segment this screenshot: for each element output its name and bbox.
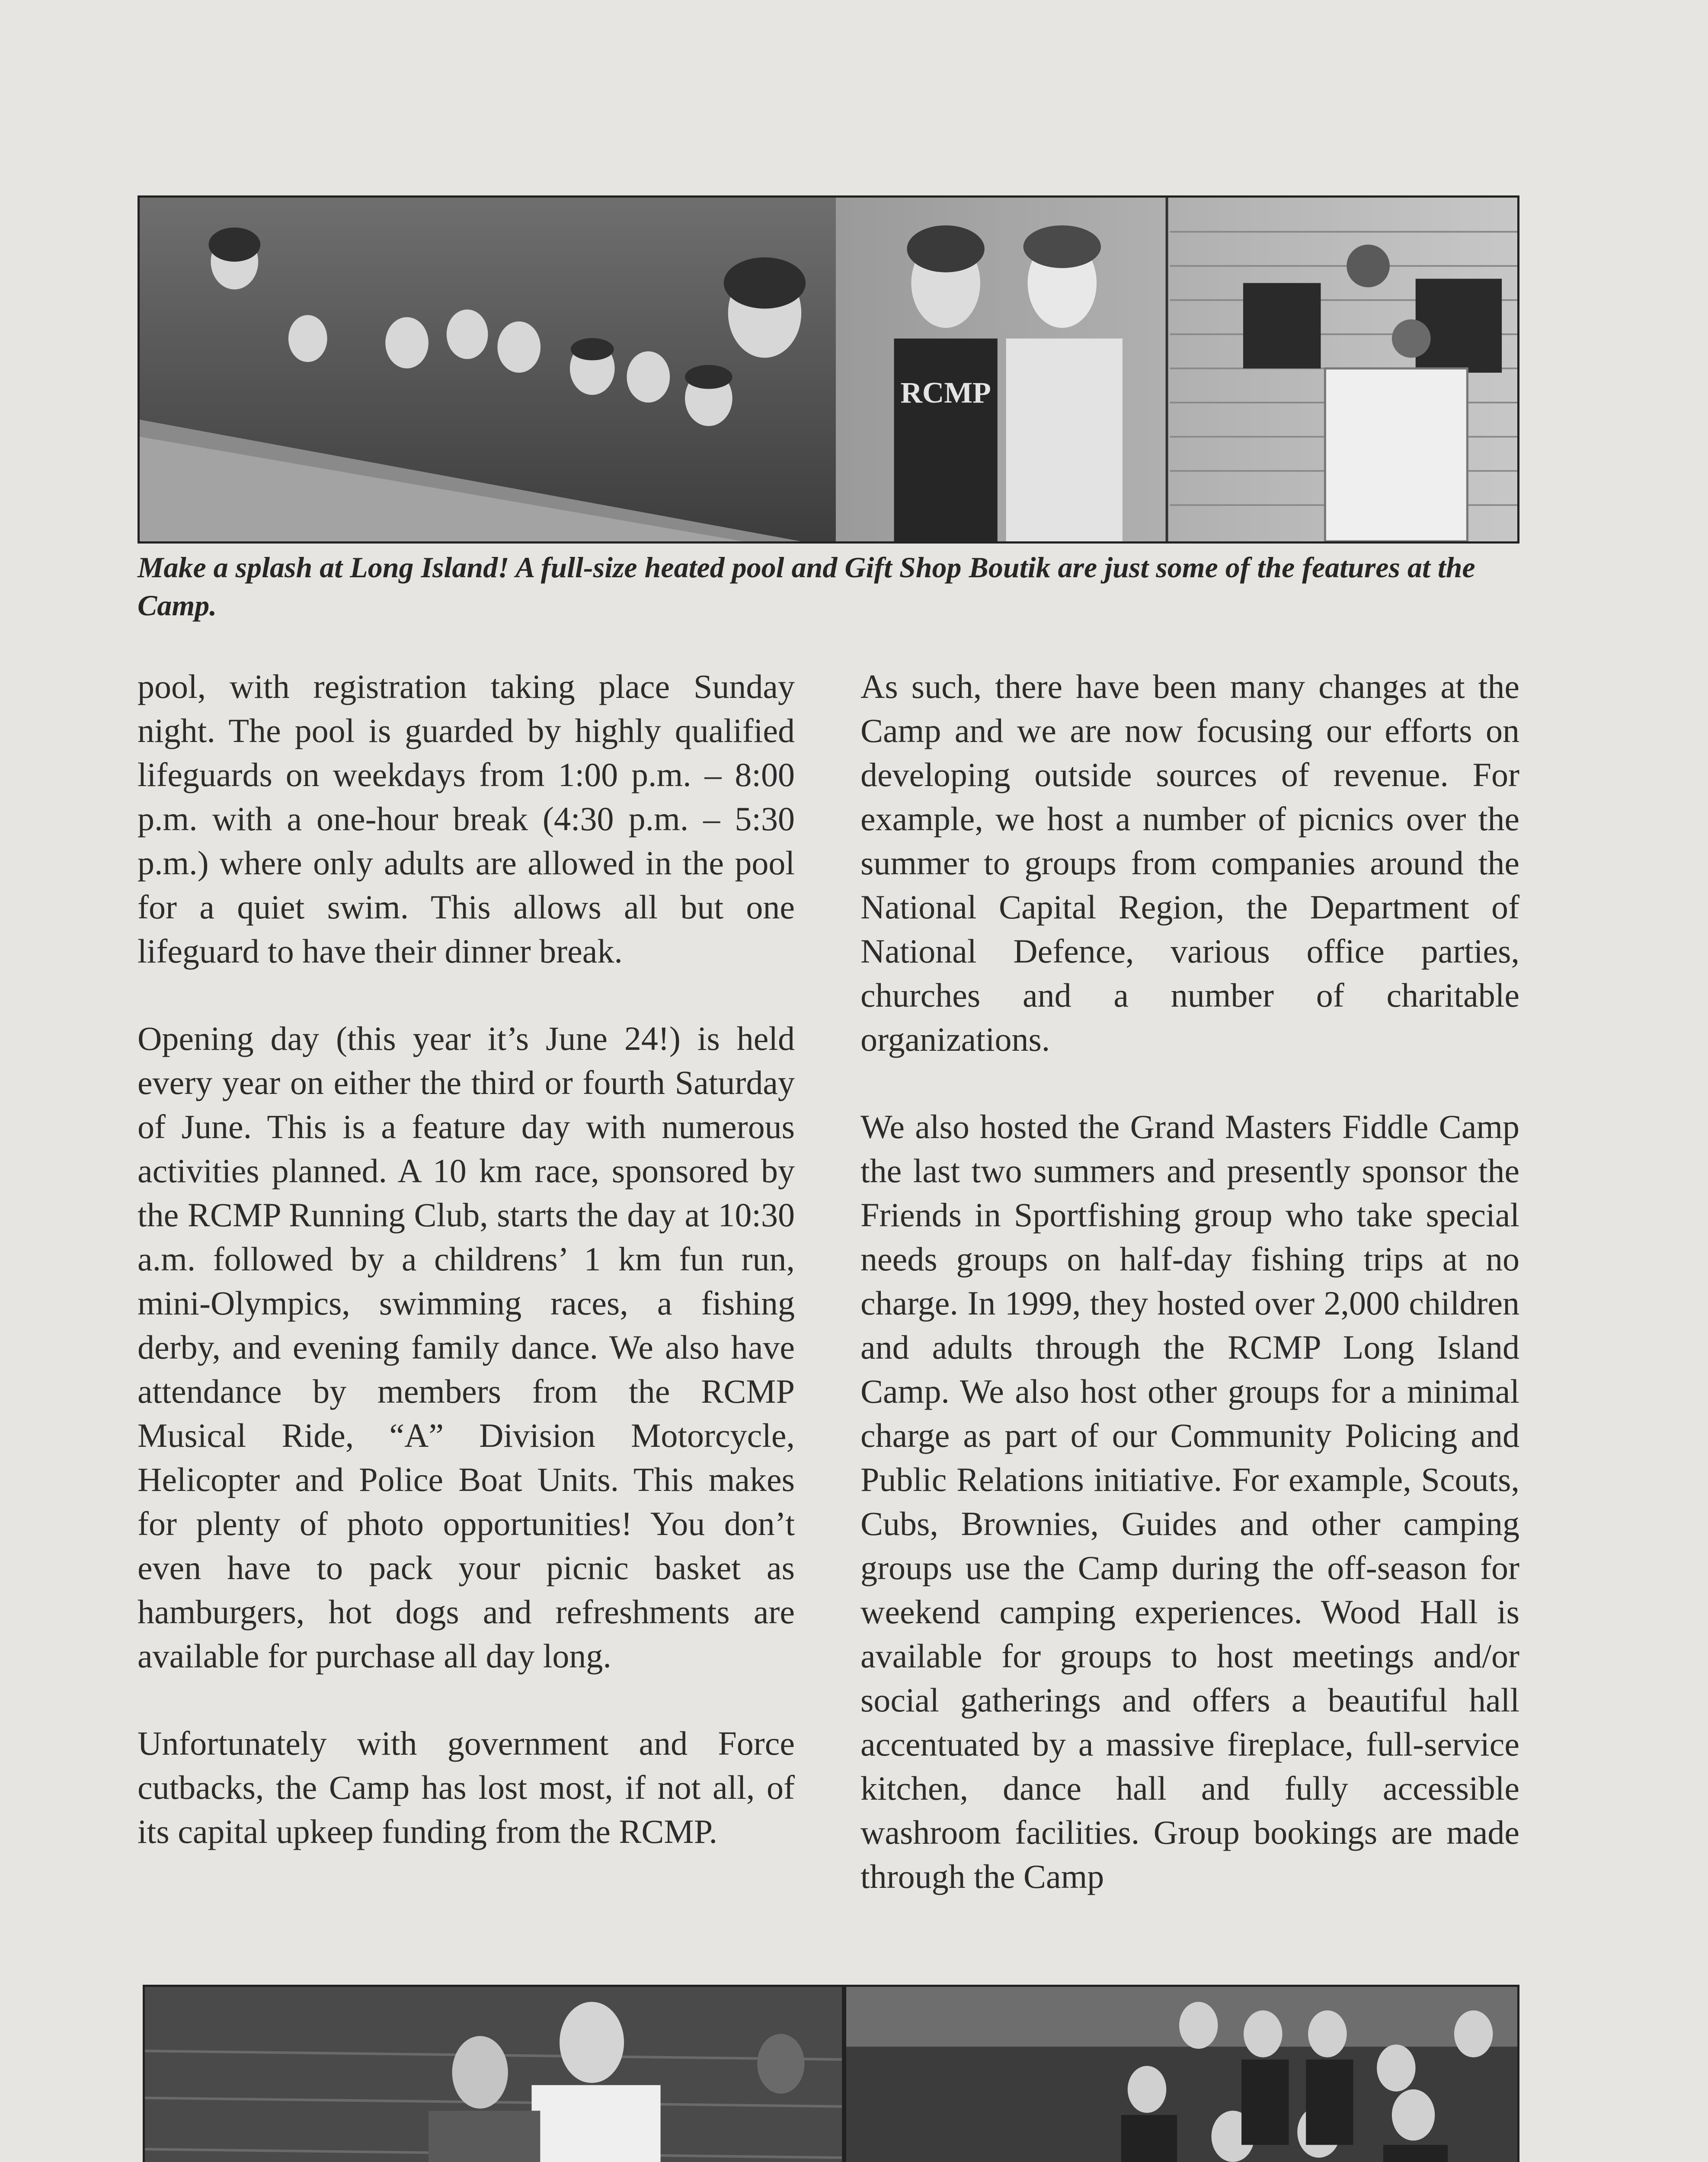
- paragraph: pool, with registration taking place Sunday night. The pool is guarded by highly qualified lifeguards on weekdays from 1:00 p.m. – 8:00 p.m. with a one-hour break (4:30 p.m. – 5:30 p.m.) where only adults are allowed in the pool for a quiet swim. This allows all but one lifeguard to have their dinner break.: [138, 668, 795, 970]
- paragraph: Opening day (this year it’s June 24!) is held every year on either the third or fourth Saturday of June. This is a feature day with numerous activities planned. A 10 km race, sponsored by the RCMP Running Club, starts the day at 10:30 a.m. followed by a childrens’ 1 km fun run, mini-Olympics, swimming races, a fishing derby, and evening family dance. We also have attendance by members from the RCMP Musical Ride, “A” Division Motorcycle, Helicopter and Police Boat Units. This makes for plenty of photo opportunities! You don’t even have to pack your picnic basket as hamburgers, hot dogs and refreshments are available for purchase all day long.: [138, 1020, 795, 1675]
- top-photo-caption: Make a splash at Long Island! A full-size heated pool and Gift Shop Boutik are just some of the features at the Camp.: [138, 551, 1475, 622]
- photo-paddleboat: [143, 1985, 844, 2162]
- photo-pool-and-gift-shop: [138, 195, 1519, 544]
- paragraph: Unfortunately with government and Force cutbacks, the Camp has lost most, if not all, of its capital upkeep funding from the RCMP.: [138, 1724, 795, 1850]
- left-text-column: [138, 665, 795, 1854]
- photo-pontoon-group-graphic: [846, 1987, 1517, 2162]
- photo-pontoon-group: [844, 1985, 1519, 2162]
- photo-pool-and-gift-shop-graphic: [140, 198, 1517, 541]
- paragraph: As such, there have been many changes at the Camp and we are now focusing our efforts on developing outside sources of revenue. For example, we host a number of picnics over the summer to groups from companies around the National Capital Region, the Department of National Defence, various office parties, churches and a number of charitable organizations.: [860, 668, 1519, 1058]
- photo-paddleboat-graphic: [145, 1987, 842, 2162]
- paragraph: We also hosted the Grand Masters Fiddle Camp the last two summers and presently sponsor the Friends in Sportfishing group who take special needs groups on half-day fishing trips at no charge. In 1999, they hosted over 2,000 children and adults through the RCMP Long Island Camp. We also host other groups for a minimal charge as part of our Community Policing and Public Relations initiative. For example, Scouts, Cubs, Brownies, Guides and other camping groups use the Camp during the off-season for weekend camping experiences. Wood Hall is available for groups to host meetings and/or social gatherings and offers a beautiful hall accentuated by a massive fireplace, full-service kitchen, dance hall and fully accessible washroom facilities. Group bookings are made through the Camp: [860, 1108, 1519, 1895]
- shirt-lettering: RCMP: [900, 376, 991, 409]
- right-text-column: [860, 665, 1519, 1899]
